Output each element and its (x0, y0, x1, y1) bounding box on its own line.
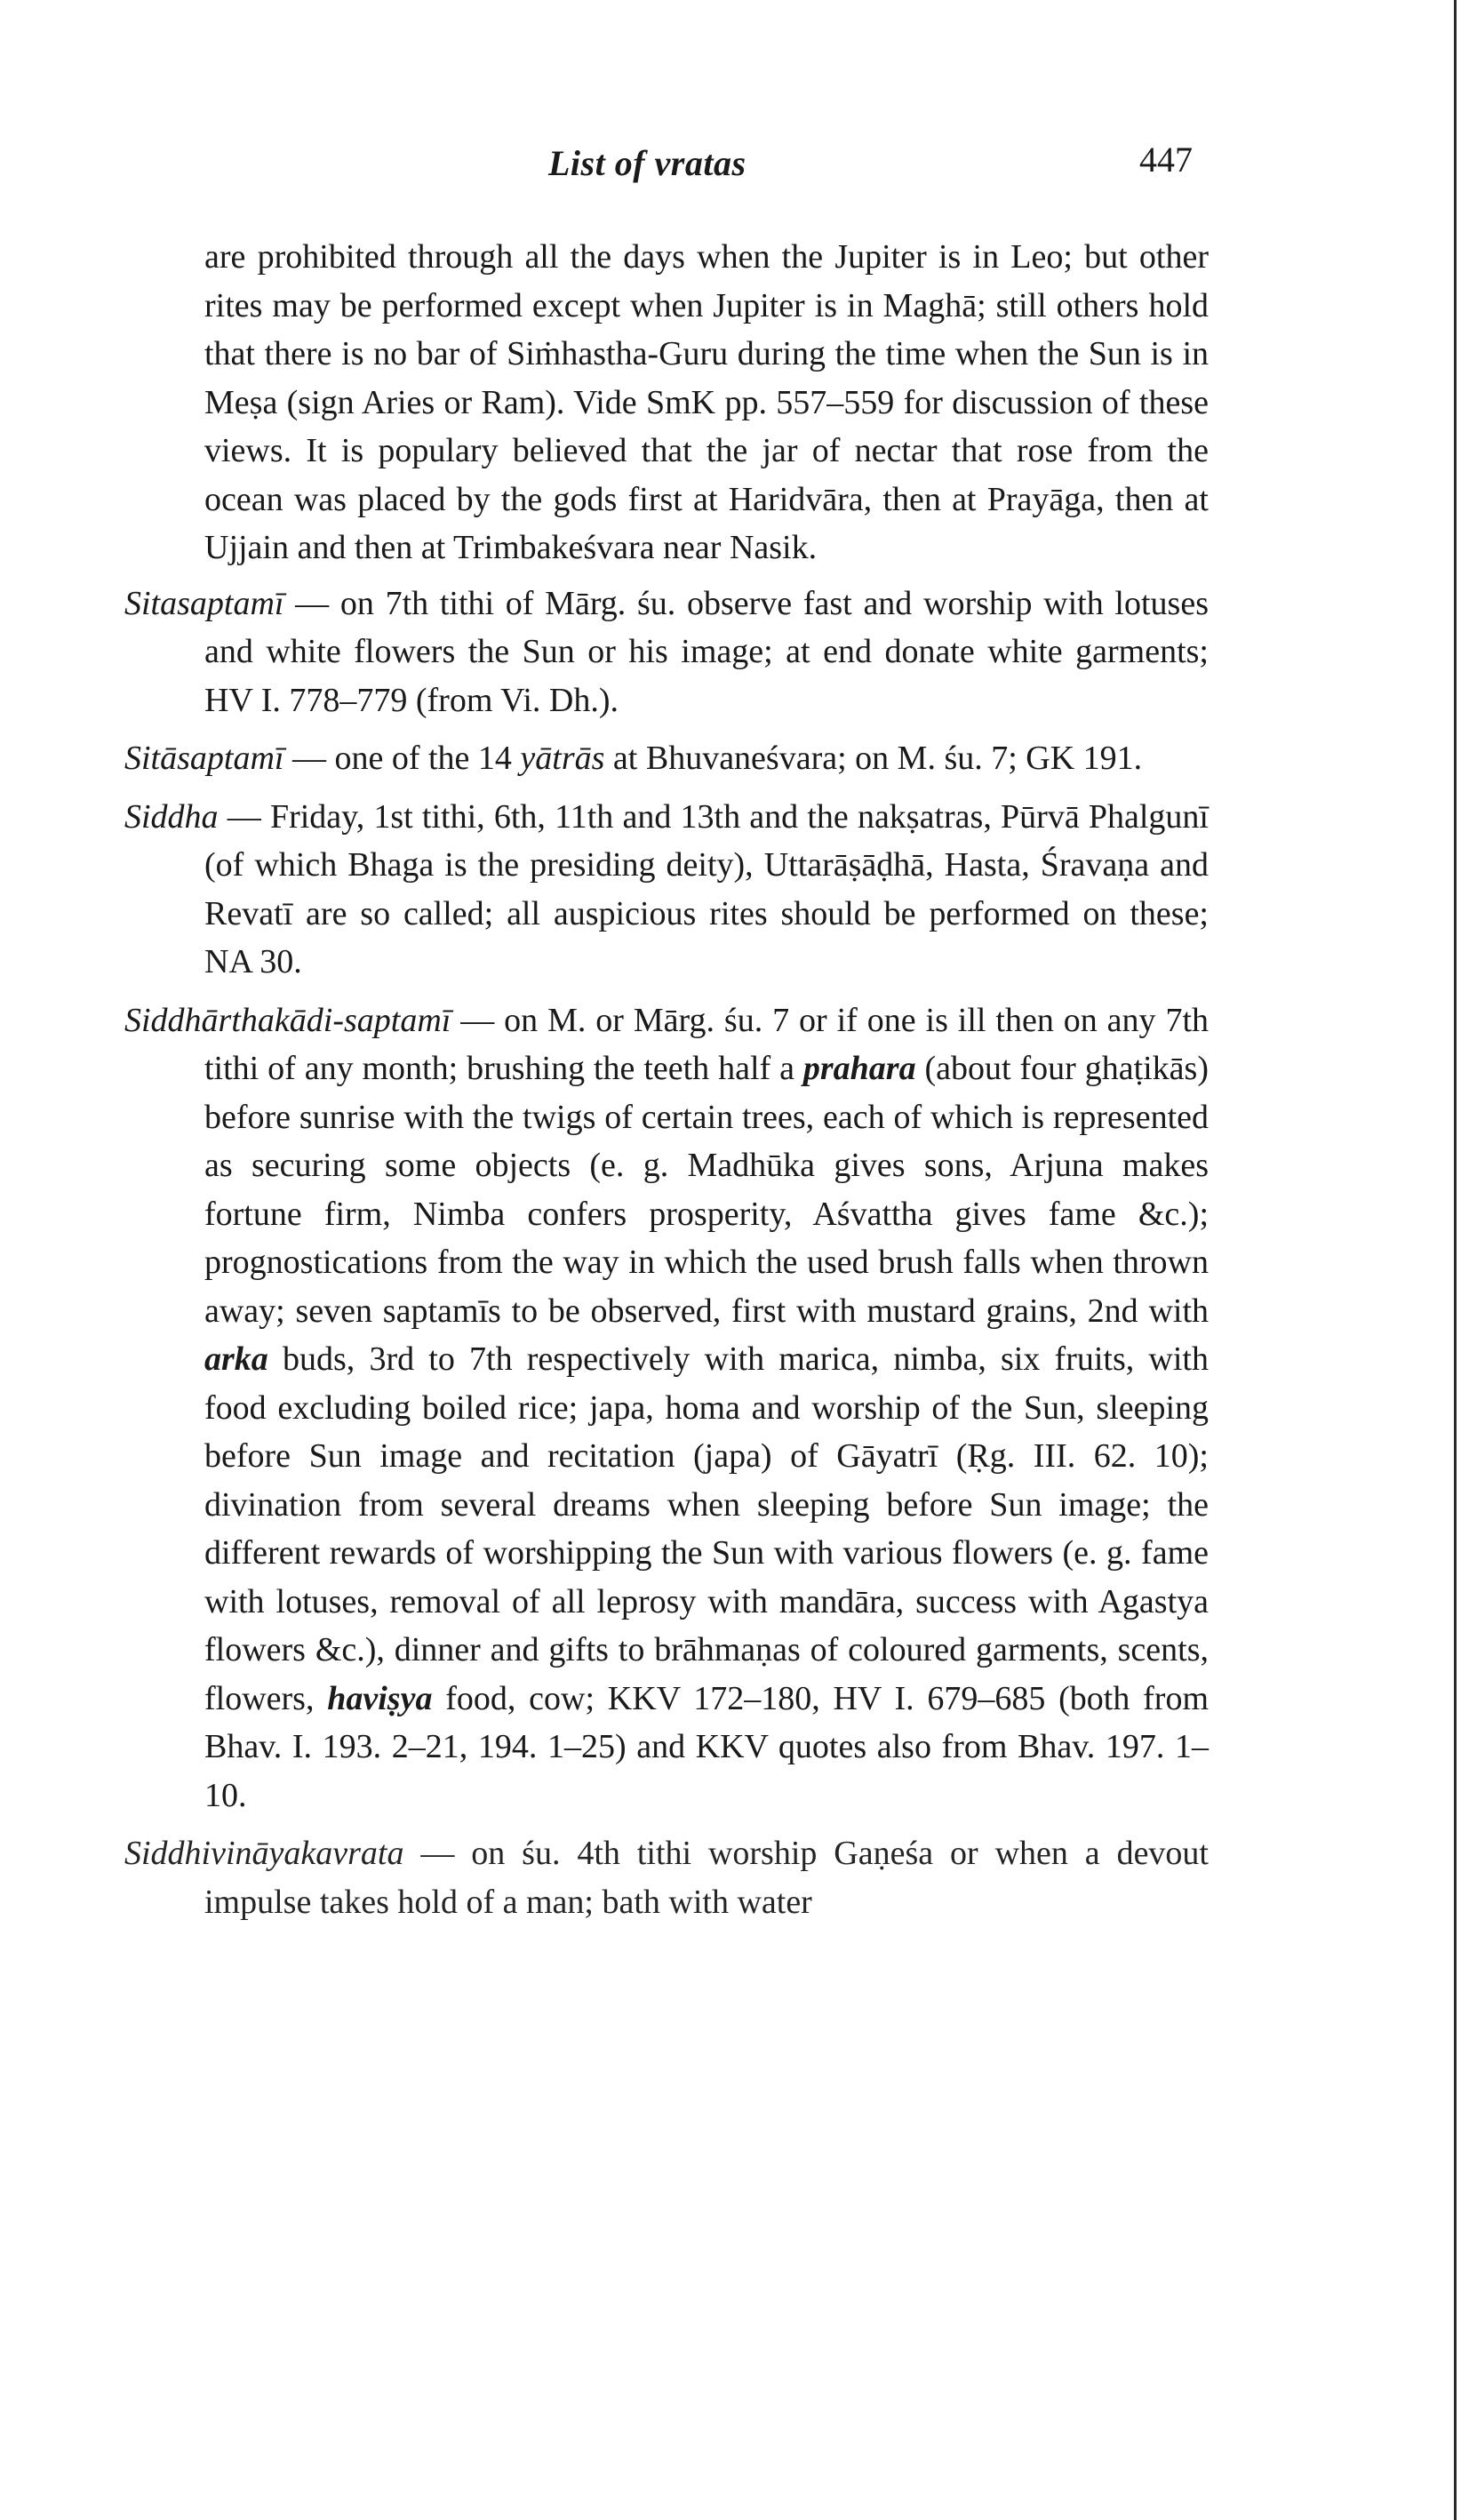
entry-italic-term: yātrās (520, 740, 605, 777)
running-title: List of vratas (548, 143, 746, 183)
page-edge-line (1454, 0, 1457, 2520)
entry-text: — Friday, 1st tithi, 6th, 11th and 13th and the nakṣatras, Pūrvā Phalgunī (of which Bhaga is the presiding deity), Uttarāṣāḍhā, Hasta, Śravaṇa and Revatī are so called; all auspicious rites should be performed on these; NA 30. (204, 797, 1209, 980)
entry-text: — one of the 14 (283, 740, 521, 777)
entry-sitasaptami-2 (124, 734, 1209, 783)
entry-italic-term: haviṣya (327, 1679, 433, 1717)
page-header (0, 142, 1469, 196)
page-number: 447 (1139, 140, 1193, 180)
entry-headword: Siddhārthakādi-saptamī (124, 1001, 451, 1039)
continuation-paragraph: are prohibited through all the days when the Jupiter is in Leo; but other rites may be performed except when Jupiter is in Maghā; still others hold that there is no bar of Siṁhastha-Guru during the time when the Sun is in Meṣa (sign Aries or Ram). Vide SmK pp. 557–559 for discussion of these views. It is populary believed that the jar of nectar that rose from the ocean was placed by the gods first at Haridvāra, then at Prayāga, then at Ujjain and then at Trimbakeśvara near Nasik. (204, 238, 1209, 566)
entry-siddharthakadi-saptami (124, 996, 1209, 1820)
entry-headword: Siddha (124, 797, 219, 836)
entry-headword: Sitasaptamī (124, 584, 284, 622)
entry-headword: Siddhivināyakavrata (124, 1835, 404, 1872)
entry-text: at Bhuvaneśvara; on M. śu. 7; GK 191. (604, 740, 1143, 777)
entry-italic-term: arka (204, 1340, 268, 1378)
entry-text: (about four ghaṭikās) before sunrise with the twigs of certain trees, each of which is represented as securing some objects (e. g. Madhūka gives sons, Arjuna makes fortune firm, Nimba confers prosperity, Aśvattha gives fame &c.); prognostications from the way in which the used brush falls when thrown away; seven saptamīs to be observed, first with mustard grains, 2nd with (204, 1050, 1209, 1330)
page-body (124, 233, 1209, 1936)
entry-text: — on śu. 4th tithi worship Gaṇeśa or when a devout impulse takes hold of a man; bath with water (204, 1835, 1209, 1921)
entry-siddha (124, 793, 1209, 987)
entry-headword: Sitāsaptamī (124, 740, 284, 777)
entry-text: buds, 3rd to 7th respectively with marica, nimba, six fruits, with food excluding boiled rice; japa, homa and worship of the Sun, sleeping before Sun image and recitation (japa) of Gāyatrī (Ṛg. III. 62. 10); divination from several dreams when sleeping before Sun image; the different rewards of worshipping the Sun with various flowers (e. g. fame with lotuses, removal of all leprosy with mandāra, success with Agastya flowers &c.), dinner and gifts to brāhmaṇas of coloured garments, scents, flowers, (204, 1340, 1209, 1717)
entry-text: — on 7th tithi of Mārg. śu. observe fast and worship with lotuses and white flowers the Sun or his image; at end donate white garments; HV I. 778–779 (from Vi. Dh.). (204, 584, 1209, 719)
entry-italic-term: prahara (802, 1050, 916, 1087)
entry-siddhivinayakavrata (124, 1829, 1209, 1926)
entry-sitasaptami (124, 580, 1209, 725)
entry-text: — on M. or Mārg. śu. 7 or if one is ill then on any 7th tithi of any month; brushing the teeth half a (204, 1001, 1209, 1087)
entry-text: food, cow; KKV 172–180, HV I. 679–685 (both from Bhav. I. 193. 2–21, 194. 1–25) and KKV quotes also from Bhav. 197. 1–10. (204, 1679, 1210, 1814)
